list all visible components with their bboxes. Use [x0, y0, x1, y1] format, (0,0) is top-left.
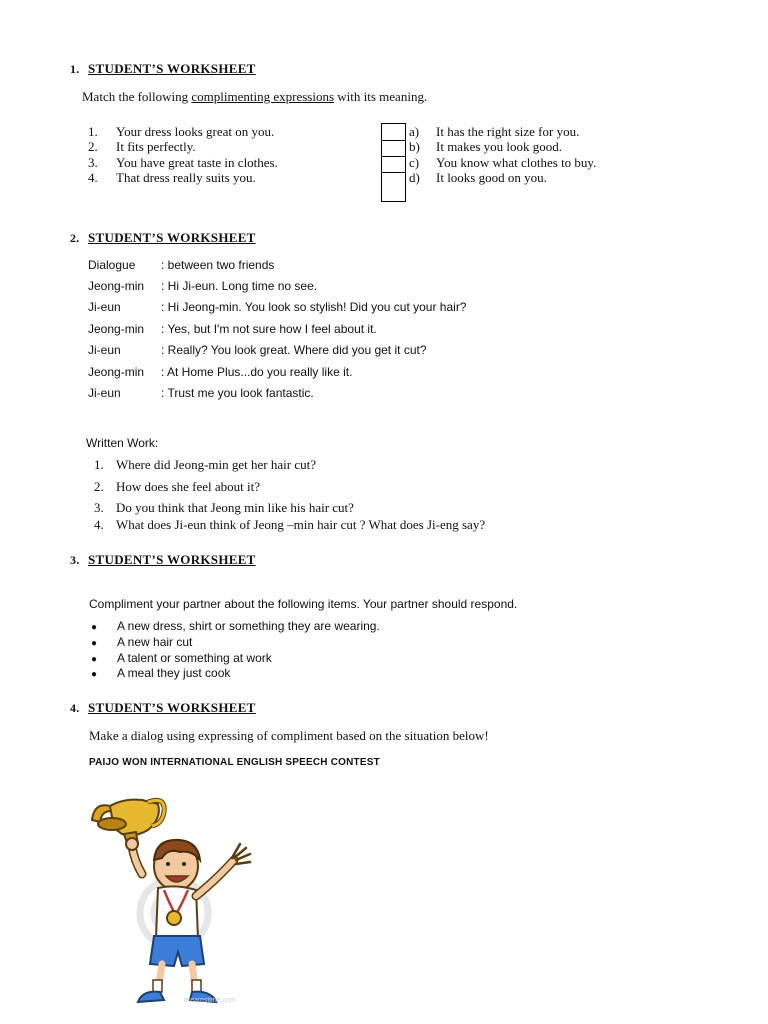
list-item	[91, 651, 272, 665]
watermark-text: dreamstime.com	[184, 997, 236, 1004]
section-1-heading	[70, 61, 256, 77]
item-text: How does she feel about it?	[116, 479, 261, 494]
section-3-heading	[70, 552, 256, 568]
answer-box[interactable]	[381, 172, 406, 202]
list-item	[88, 170, 256, 186]
speaker: Jeong-min	[88, 279, 145, 293]
line-text: : Trust me you look fantastic.	[161, 386, 314, 400]
item-number: 4.	[88, 170, 98, 185]
list-item	[409, 155, 596, 171]
list-item	[91, 635, 192, 649]
section-3-instruction: Compliment your partner about the following items. Your partner should respond.	[89, 597, 518, 611]
section-number: 1.	[70, 62, 80, 76]
dialogue-line	[88, 322, 377, 336]
item-letter: d)	[409, 170, 420, 185]
item-text: A meal they just cook	[117, 666, 231, 680]
item-text: It makes you look good.	[436, 139, 563, 154]
section-title: STUDENT’S WORKSHEET	[88, 230, 256, 245]
list-item	[94, 457, 316, 473]
item-number: 3.	[88, 155, 98, 170]
dialogue-line	[88, 279, 317, 293]
list-item	[409, 124, 579, 140]
speaker: Ji-eun	[88, 386, 121, 400]
item-text: Where did Jeong-min get her hair cut?	[116, 457, 316, 472]
list-item	[409, 170, 547, 186]
medal-icon	[167, 911, 181, 925]
bullet-icon: ●	[91, 622, 98, 633]
line-text: : At Home Plus...do you really like it.	[161, 365, 353, 379]
line-text: : Really? You look great. Where did you get it cut?	[161, 343, 427, 357]
dialogue-line	[88, 365, 352, 379]
instruction-text: Match the following	[82, 89, 192, 104]
section-4-instruction: Make a dialog using expressing of compliment based on the situation below!	[89, 728, 489, 743]
speaker: Dialogue	[88, 258, 136, 272]
list-item	[94, 517, 485, 533]
section-title: STUDENT’S WORKSHEET	[88, 552, 256, 567]
section-title: STUDENT’S WORKSHEET	[88, 700, 256, 715]
item-text: A new hair cut	[117, 635, 193, 649]
written-work-label: Written Work:	[86, 436, 159, 450]
speaker: Ji-eun	[88, 343, 121, 357]
list-item	[88, 155, 278, 171]
line-text: : Hi Ji-eun. Long time no see.	[161, 279, 318, 293]
answer-box[interactable]	[381, 140, 406, 157]
section-1-instruction	[82, 89, 427, 105]
list-item	[91, 666, 230, 680]
item-text: Your dress looks great on you.	[116, 124, 275, 139]
dialogue-line	[88, 343, 427, 357]
list-item	[91, 619, 380, 633]
list-item	[409, 139, 562, 155]
section-number: 3.	[70, 553, 80, 567]
list-item	[88, 124, 274, 140]
boy-head-icon	[154, 840, 200, 890]
trophy-boy-illustration	[84, 788, 284, 1012]
item-text: It fits perfectly.	[116, 139, 196, 154]
bullet-icon: ●	[91, 669, 98, 680]
line-text: : between two friends	[161, 258, 275, 272]
item-number: 2.	[94, 479, 104, 494]
list-item	[94, 500, 354, 516]
dialogue-line	[88, 258, 274, 272]
item-text: Do you think that Jeong min like his hair cut?	[116, 500, 354, 515]
item-letter: b)	[409, 139, 420, 154]
item-letter: c)	[409, 155, 420, 170]
list-item	[88, 139, 196, 155]
speaker: Jeong-min	[88, 322, 145, 336]
speaker: Ji-eun	[88, 300, 121, 314]
bullet-icon: ●	[91, 654, 98, 665]
item-letter: a)	[409, 124, 420, 139]
item-text: A talent or something at work	[117, 651, 272, 665]
line-text: : Yes, but I'm not sure how I feel about it.	[161, 322, 377, 336]
item-number: 1.	[88, 124, 98, 139]
item-text: It has the right size for you.	[436, 124, 580, 139]
bullet-icon: ●	[91, 638, 98, 649]
item-text: A new dress, shirt or something they are wearing.	[117, 619, 380, 633]
item-text: It looks good on you.	[436, 170, 547, 185]
speaker: Jeong-min	[88, 365, 145, 379]
item-number: 3.	[94, 500, 104, 515]
instruction-underlined: complimenting expressions	[191, 89, 335, 104]
item-text: You have great taste in clothes.	[116, 155, 278, 170]
section-4-heading	[70, 700, 256, 716]
item-number: 1.	[94, 457, 104, 472]
dialogue-line	[88, 300, 466, 314]
answer-box[interactable]	[381, 156, 406, 173]
item-number: 2.	[88, 139, 98, 154]
contest-title: PAIJO WON INTERNATIONAL ENGLISH SPEECH CONTEST	[89, 757, 380, 768]
item-text: What does Ji-eun think of Jeong –min hair cut ? What does Ji-eng say?	[116, 517, 486, 532]
section-title: STUDENT’S WORKSHEET	[88, 61, 256, 76]
section-2-heading	[70, 230, 256, 246]
instruction-text: with its meaning.	[334, 89, 428, 104]
section-number: 2.	[70, 231, 80, 245]
section-number: 4.	[70, 701, 80, 715]
item-number: 4.	[94, 517, 104, 532]
item-text: You know what clothes to buy.	[436, 155, 597, 170]
line-text: : Hi Jeong-min. You look so stylish! Did you cut your hair?	[161, 300, 467, 314]
dialogue-line	[88, 386, 314, 400]
item-text: That dress really suits you.	[116, 170, 256, 185]
answer-box[interactable]	[381, 123, 406, 141]
list-item	[94, 479, 260, 495]
